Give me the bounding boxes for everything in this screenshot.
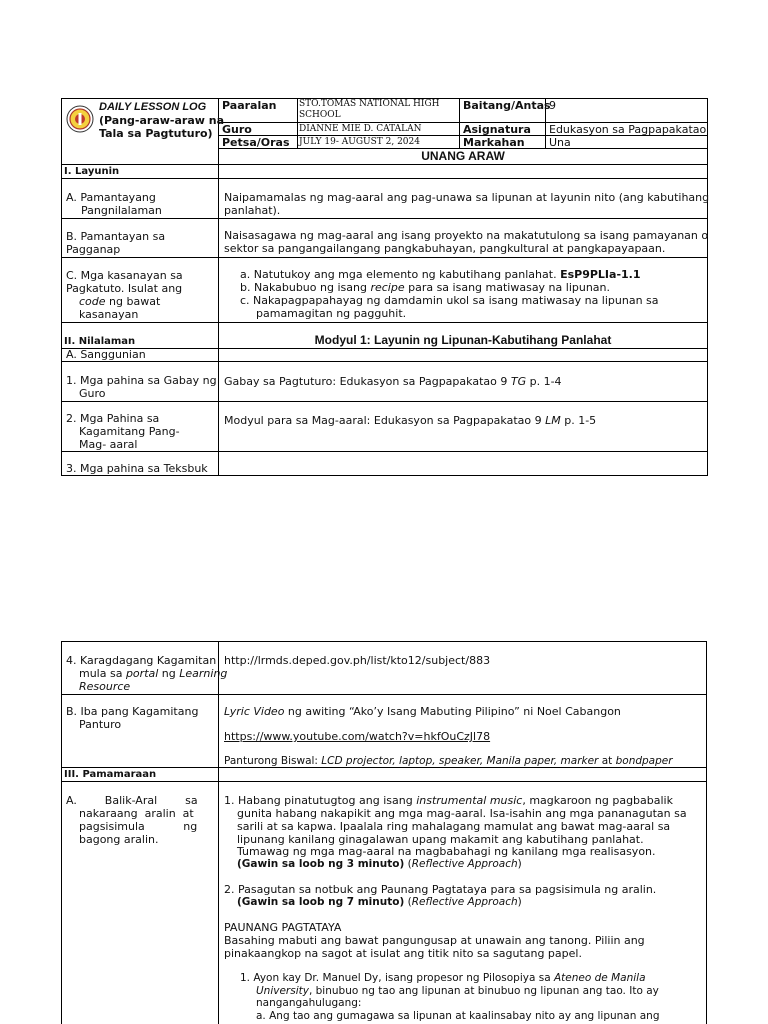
question1-line1: 1. Ayon kay Dr. Manuel Dy, isang propesor ng Pilosopiya sa Ateneo de Manila	[240, 972, 646, 984]
step2-time: (Gawin sa loob ng 7 minuto) (Reflective Approach)	[237, 896, 522, 908]
youtube-link[interactable]	[224, 730, 490, 743]
paaralan-value-2: SCHOOL	[299, 110, 341, 120]
kasanayan-label-3: code ng bawat	[79, 295, 161, 308]
step1-line2: gunita habang nakapikit ang mga mag-aaral. Isa-isahin ang mga pananagutan sa	[237, 807, 687, 820]
kagamitan-label-2: Kagamitang Pang-	[79, 425, 180, 438]
petsa-label: Petsa/Oras	[222, 136, 290, 149]
panturong-biswal: Panturong Biswal: LCD projector, laptop, speaker, Manila paper, marker at bondpaper	[224, 755, 673, 767]
step1-time: (Gawin sa loob ng 3 minuto) (Reflective Approach)	[237, 858, 522, 870]
deped-seal-logo	[66, 105, 94, 133]
gabay-text: Gabay sa Pagtuturo: Edukasyon sa Pagpapakatao 9 TG p. 1-4	[224, 375, 562, 388]
step1-line1: 1. Habang pinatutugtog ang isang instrumental music, magkaroon ng pagbabalik	[224, 794, 673, 807]
modyul-title: Modyul 1: Layunin ng Lipunan-Kabutihang Panlahat	[314, 333, 612, 347]
sanggunian-label: A. Sanggunian	[66, 348, 146, 361]
kasanayan-item-a: a. Natutukoy ang mga elemento ng kabutihang panlahat. EsP9PLIa-1.1	[240, 268, 641, 281]
pagganap-text-2: sektor sa pangangailangang pangkabuhayan, pangkultural at pangkapayapaan.	[224, 242, 666, 255]
pamantayang-text-2: panlahat).	[224, 204, 281, 217]
karagdagan-label-2: mula sa portal ng Learning	[79, 667, 228, 680]
log-subtitle-2: Tala sa Pagtuturo)	[99, 127, 213, 140]
paunang-heading: PAUNANG PAGTATAYA	[224, 921, 342, 934]
pagganap-label-1: B. Pamantayan sa	[66, 230, 166, 243]
iba-label-1: B. Iba pang Kagamitang	[66, 705, 199, 718]
kasanayan-item-c-1: c. Nakapagpapahayag ng damdamin ukol sa isang matiwasay na lipunan sa	[240, 294, 659, 307]
petsa-value: JULY 19- AUGUST 2, 2024	[299, 137, 420, 147]
pagganap-label-2: Pagganap	[66, 243, 121, 256]
kasanayan-label-2: Pagkatuto. Isulat ang	[66, 282, 183, 295]
karagdagan-url[interactable]: http://lrmds.deped.gov.ph/list/kto12/subject/883	[224, 654, 491, 667]
kasanayan-item-c-2: pamamagitan ng pagguhit.	[256, 307, 407, 320]
pamantayang-label-2: Pangnilalaman	[81, 204, 162, 217]
log-title: DAILY LESSON LOG	[99, 101, 207, 113]
karagdagan-label-3: Resource	[79, 680, 131, 693]
pamantayang-text-1: Naipamamalas ng mag-aaral ang pag-unawa sa lipunan at layunin nito (ang kabutihang	[224, 191, 710, 204]
question1-line3: nangangahulugang:	[256, 997, 362, 1009]
pamantayang-label-1: A. Pamantayang	[66, 191, 156, 204]
lyric-video-text: Lyric Video ng awiting “Ako’y Isang Mabuting Pilipino” ni Noel Cabangon	[224, 705, 621, 718]
step1-line3: sarili at sa kapwa. Ipaalala ring mahalagang mamulat ang bawat mag-aaral sa	[237, 820, 671, 833]
question1-line2: University, binubuo ng tao ang lipunan at binubuo ng lipunan ang tao. Ito ay	[256, 985, 659, 997]
nilalaman-heading: II. Nilalaman	[64, 336, 136, 347]
karagdagan-label-1: 4. Karagdagang Kagamitan	[66, 654, 217, 667]
question1-choice-a: a. Ang tao ang gumagawa sa lipunan at kaalinsabay nito ay ang lipunan ang	[256, 1010, 660, 1022]
step2-line1: 2. Pasagutan sa notbuk ang Paunang Pagtataya para sa pagsisimula ng aralin.	[224, 883, 657, 896]
paunang-line2: pinakaangkop na sagot at isulat ang titik nito sa sagutang papel.	[224, 947, 582, 960]
kasanayan-label-1: C. Mga kasanayan sa	[66, 269, 183, 282]
day-title: UNANG ARAW	[421, 149, 505, 163]
pagganap-text-1: Naisasagawa ng mag-aaral ang isang proyekto na makatutulong sa isang pamayanan o	[224, 229, 709, 242]
balik-label-3: pagsisimula ng	[79, 820, 198, 833]
gabay-label-2: Guro	[79, 387, 106, 400]
kagamitan-text: Modyul para sa Mag-aaral: Edukasyon sa Pagpapakatao 9 LM p. 1-5	[224, 414, 597, 427]
teksbuk-label: 3. Mga pahina sa Teksbuk	[66, 462, 208, 475]
kagamitan-label-3: Mag- aaral	[79, 438, 138, 451]
baitang-value: 9	[549, 99, 556, 112]
baitang-label: Baitang/Antas	[463, 99, 551, 112]
balik-label-1: A. Balik-Aral sa	[66, 794, 198, 807]
guro-value: DIANNE MIE D. CATALAN	[299, 124, 422, 134]
asignatura-label: Asignatura	[463, 123, 531, 136]
youtube-link-anchor[interactable]: https://www.youtube.com/watch?v=hkfOuCzJl78	[224, 730, 491, 743]
log-subtitle-1: (Pang-araw-araw na	[99, 114, 225, 127]
asignatura-value: Edukasyon sa Pagpapakatao	[549, 123, 707, 136]
balik-label-4: bagong aralin.	[79, 833, 159, 846]
guro-label: Guro	[222, 123, 252, 136]
markahan-label: Markahan	[463, 136, 525, 149]
markahan-value: Una	[549, 136, 571, 149]
balik-label-2: nakaraang aralin at	[79, 807, 194, 820]
iba-label-2: Panturo	[79, 718, 122, 731]
paunang-line1: Basahing mabuti ang bawat pangungusap at unawain ang tanong. Piliin ang	[224, 934, 645, 947]
pamamaraan-heading: III. Pamamaraan	[64, 769, 157, 780]
step1-line4: lipunang kanilang ginagalawan upang makamit ang kabutihang panlahat.	[237, 833, 644, 846]
paaralan-value-1: STO.TOMAS NATIONAL HIGH	[299, 99, 440, 109]
kasanayan-item-b: b. Nakabubuo ng isang recipe para sa isang matiwasay na lipunan.	[240, 281, 611, 294]
step1-line5: Tumawag ng mga mag-aaral na magbabahagi ng kanilang mga realisasyon.	[237, 845, 656, 858]
layunin-heading: I. Layunin	[64, 166, 120, 177]
kagamitan-label-1: 2. Mga Pahina sa	[66, 412, 160, 425]
gabay-label-1: 1. Mga pahina sa Gabay ng	[66, 374, 217, 387]
kasanayan-label-4: kasanayan	[79, 308, 139, 321]
paaralan-label: Paaralan	[222, 99, 277, 112]
